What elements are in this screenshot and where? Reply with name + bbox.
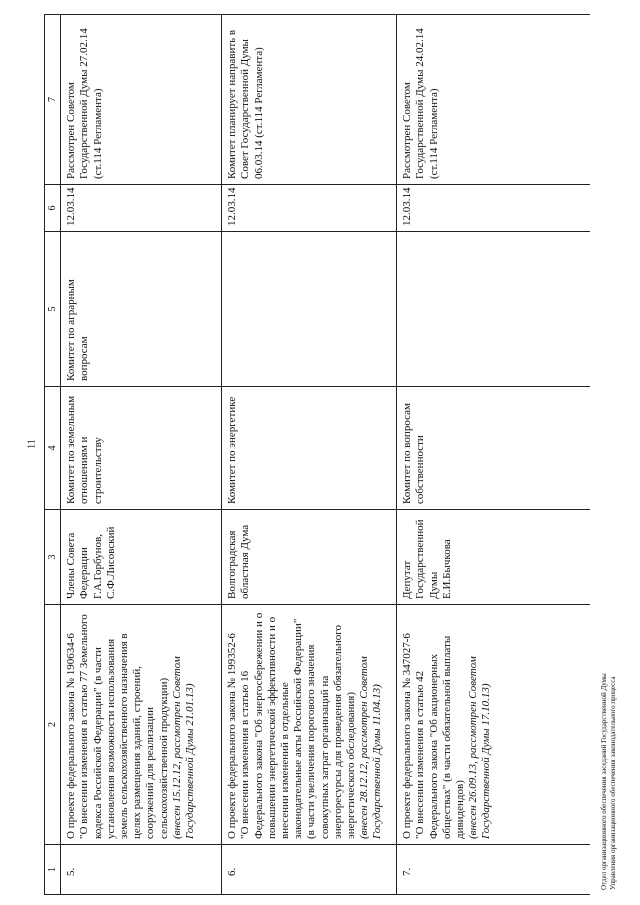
- row-number: 6.: [222, 845, 397, 895]
- initiator-cell: Волгоградская областная Дума: [222, 510, 397, 605]
- status-cell: Рассмотрен Советом Государственной Думы 24.02.14 (ст.114 Регламента): [397, 15, 591, 185]
- column-number-6: 6: [45, 185, 61, 232]
- co-committee-cell: Комитет по аграрным вопросам: [61, 232, 222, 387]
- co-committee-cell: [397, 232, 591, 387]
- bill-description: "О внесении изменения в статью 42 Федерального закона "Об акционерных обществах" (в части обязательной выплаты дивидендов): [414, 635, 467, 839]
- co-committee-cell: [222, 232, 397, 387]
- bill-note: (внесен 15.12.12, рассмотрен Советом Государственной Думы 21.01.13): [170, 656, 197, 839]
- date-cell: 12.03.14: [222, 185, 397, 232]
- bill-title: О проекте федерального закона № 190634-6: [65, 633, 78, 839]
- bill-description-cell: [61, 605, 222, 845]
- footer-line-1: Отдел организационного обеспечения заседаний Государственной Думы: [600, 673, 608, 890]
- committee-cell: Комитет по вопросам собственности: [397, 387, 591, 510]
- committee-cell: Комитет по энергетике: [222, 387, 397, 510]
- column-number-4: 4: [45, 387, 61, 510]
- column-number-5: 5: [45, 232, 61, 387]
- row-number: 7.: [397, 845, 591, 895]
- table-row: [61, 15, 222, 895]
- bill-description: "О внесении изменения в статью 77 Земельного кодекса Российской Федерации" (в части установления возможности использования земель сельскохозяйственного назначения в целях размещения зданий, строений, сооружений для реализации сельскохозяйственной продукции): [78, 614, 170, 839]
- date-cell: 12.03.14: [397, 185, 591, 232]
- initiator-cell: Члены Совета Федерации Г.А.Горбунов, С.Ф.Лисовский: [61, 510, 222, 605]
- date-cell: 12.03.14: [61, 185, 222, 232]
- bill-note: (внесен 28.12.12, рассмотрен Советом Государственной Думы 11.04.13): [358, 656, 384, 839]
- committee-cell: Комитет по земельным отношениям и строительству: [61, 387, 222, 510]
- bill-description-prefix: "О внесении изменения в статью 16: [239, 670, 252, 839]
- bill-description: Федерального закона "Об энергосбережении и о повышении энергетической эффективности и о внесении изменений в отдельные законодательные акты Российской Федерации" (в части увеличения порогового значения совокупных затрат организаций на энергоресурсы для проведения обязательного энергетического обследования): [252, 612, 358, 839]
- footer-line-2: Управления организационного обеспечения законодательного процесса: [609, 676, 617, 890]
- initiator-cell: Депутат Государственной Думы Е.И.Бычкова: [397, 510, 591, 605]
- bill-table: [44, 14, 590, 895]
- page-number: 11: [26, 439, 38, 449]
- column-number-2: 2: [45, 605, 61, 845]
- column-number-1: 1: [45, 845, 61, 895]
- column-number-3: 3: [45, 510, 61, 605]
- table-header-row: [45, 15, 61, 895]
- bill-description-cell: [397, 605, 591, 845]
- bill-title: О проекте федерального закона № 347027-6: [401, 633, 414, 839]
- table-row: [222, 15, 397, 895]
- status-cell: Комитет планирует направить в Совет Государственной Думы 06.03.14 (ст.114 Регламента): [222, 15, 397, 185]
- footer-note: [600, 590, 630, 890]
- bill-table-rotated: [44, 15, 634, 895]
- bill-description-cell: [222, 605, 397, 845]
- status-cell: Рассмотрен Советом Государственной Думы 27.02.14 (ст.114 Регламента): [61, 15, 222, 185]
- column-number-7: 7: [45, 15, 61, 185]
- table-row: [397, 15, 591, 895]
- bill-note: (внесен 26.09.13, рассмотрен Советом Государственной Думы 17.10.13): [467, 656, 493, 839]
- bill-title: О проекте федерального закона № 199352-6: [226, 633, 239, 839]
- row-number: 5.: [61, 845, 222, 895]
